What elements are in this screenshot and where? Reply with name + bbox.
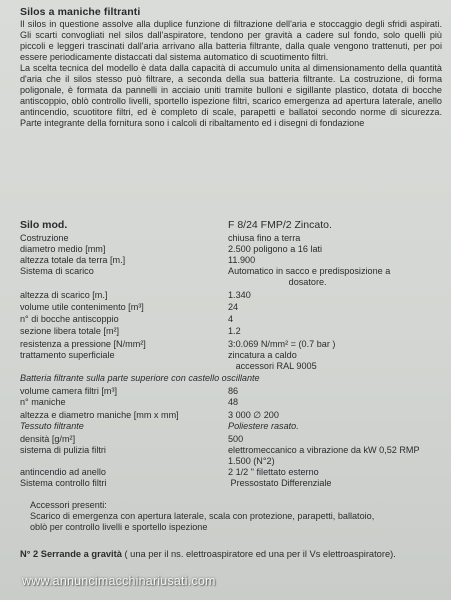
spec-value: 2 1/2 " filettato esterno	[228, 467, 319, 477]
dampers-text: ( una per il ns. elettroaspiratore ed una per il Vs elettroaspiratore).	[121, 549, 396, 559]
spec-label: densità [g/m²]	[20, 434, 76, 444]
accessories-heading: Accessori presenti:	[30, 500, 107, 510]
spec-label: Tessuto filtrante	[20, 421, 84, 431]
spec-value: 3 000 ∅ 200	[228, 410, 279, 420]
spec-value: 1.500 (N°2)	[228, 456, 275, 466]
accessories-line: Scarico di emergenza con apertura laterale, scala con protezione, parapetti, ballatoio,	[30, 511, 375, 521]
spec-value: 1.2	[228, 326, 241, 336]
spec-label: n° di bocche antiscoppio	[20, 314, 119, 324]
spec-value: 2.500 poligono a 16 lati	[228, 244, 323, 254]
spec-value: Pressostato Differenziale	[228, 478, 332, 488]
spec-value: 4	[228, 314, 234, 324]
spec-label: sistema di pulizia filtri	[20, 445, 106, 455]
spec-value: 500	[228, 434, 244, 444]
spec-label: diametro medio [mm]	[20, 244, 106, 254]
spec-value: zincatura a caldo	[228, 350, 297, 360]
accessories-line: oblò per controllo livelli e sportello ispezione	[30, 522, 208, 532]
spec-value: F 8/24 FMP/2 Zincato.	[228, 219, 332, 231]
spec-label: sezione libera totale [m²]	[20, 326, 120, 336]
spec-value: elettromeccanico a vibrazione da kW 0,52 RMP	[228, 445, 420, 455]
watermark-url: www.annuncimacchinariusati.com	[22, 574, 216, 588]
spec-value: 86	[228, 386, 239, 396]
intro-paragraph: La scelta tecnica del modello è data dalla capacità di accumulo unita al dimensionamento della quantità d'aria che il silos stesso può filtrare, a seconda della sua batteria filtrante. La costruzione, di forma poligonale, è formata da pannelli in acciaio uniti tramite bulloni e sigillante plastico, dotata di bocche antiscoppio, oblò controllo livelli, sportello ispezione filtri, scarico emergenza ad apertura laterale, anello antincendio, scuotitore filtri, ed è completo di scale, parapetti e ballatoi secondo norme di sicurezza. Parte integrante della fornitura sono i calcoli di ribaltamento ed i disegni di fondazione	[20, 62, 442, 128]
spec-value: 3:0.069 N/mm² = (0.7 bar )	[228, 339, 336, 349]
dampers-note	[20, 549, 442, 560]
spec-label: altezza totale da terra [m.]	[20, 255, 126, 265]
spec-value: accessori RAL 9005	[228, 361, 317, 371]
accessories-section	[30, 500, 440, 533]
spec-label: Sistema controllo filtri	[20, 478, 107, 488]
page-title: Silos a maniche filtranti	[20, 6, 141, 18]
spec-value: dosatore.	[228, 277, 327, 287]
spec-label: Costruzione	[20, 233, 69, 243]
spec-value: Poliestere rasato.	[228, 421, 299, 431]
spec-label: n° maniche	[20, 397, 66, 407]
spec-label: volume utile contenimento [m³]	[20, 302, 144, 312]
intro-text	[20, 19, 442, 129]
spec-label: antincendio ad anello	[20, 467, 106, 477]
intro-paragraph: Il silos in questione assolve alla duplice funzione di filtrazione dell'aria e stoccaggio degli sfridi aspirati. Gli scarti convogliati nel silos dall'aspiratore, tendono per gravità a cadere sul fondo, solo quelli più piccoli e leggeri trascinati dall'aria arrivano alla batteria filtrante, dalla quale vengono trattenuti, per poi essere periodicamente distaccati dal sistema automatico di scuotimento filtri.	[20, 19, 442, 62]
dampers-title: N° 2 Serrande a gravità	[20, 549, 122, 559]
spec-value: chiusa fino a terra	[228, 233, 301, 243]
spec-value: Automatico in sacco e predisposizione a	[228, 266, 391, 276]
spec-value: 11.900	[228, 255, 256, 265]
spec-section-label: Batteria filtrante sulla parte superiore con castello oscillante	[20, 373, 260, 383]
spec-label: trattamento superficiale	[20, 350, 115, 360]
spec-label: altezza di scarico [m.]	[20, 290, 108, 300]
spec-label: volume camera filtri [m³]	[20, 386, 118, 396]
spec-value: 48	[228, 397, 239, 407]
spec-value: 24	[228, 302, 239, 312]
spec-label: altezza e diametro maniche [mm x mm]	[20, 410, 179, 420]
spec-label: Silo mod.	[20, 219, 68, 231]
spec-label: resistenza a pressione [N/mm²]	[20, 339, 146, 349]
spec-label: Sistema di scarico	[20, 266, 94, 276]
spec-value: 1.340	[228, 290, 251, 300]
